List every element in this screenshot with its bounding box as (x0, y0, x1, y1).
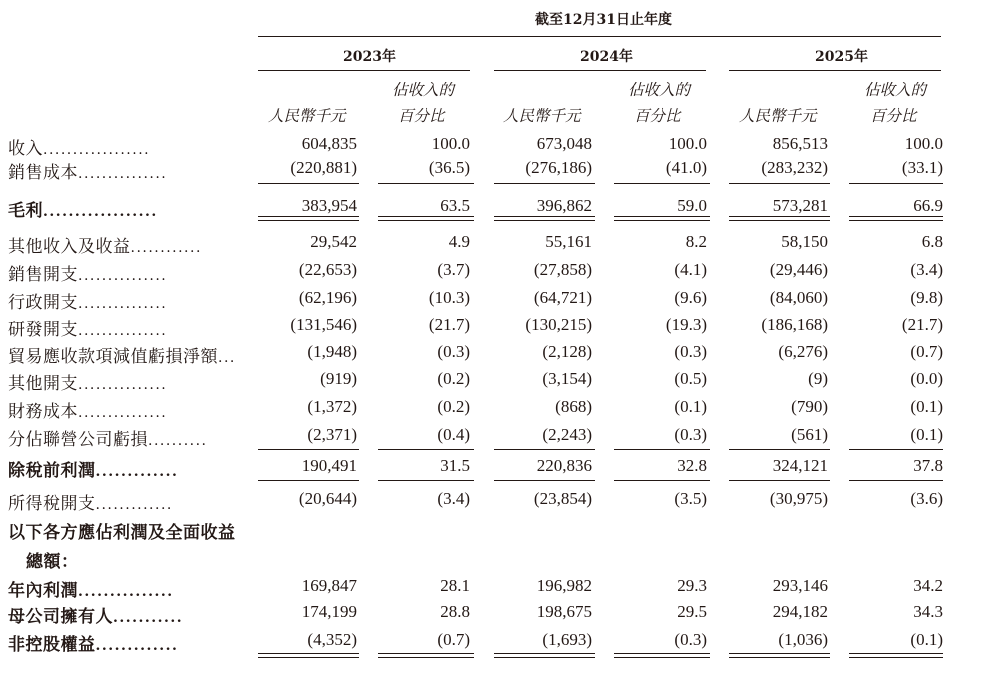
section-heading-line2: 總額： (26, 552, 79, 572)
subtotal-rule (258, 449, 359, 450)
row-label (8, 342, 236, 367)
total-double-rule (258, 653, 359, 658)
subtotal-rule (849, 449, 943, 450)
percent-cell: (3.7) (437, 260, 470, 279)
total-double-rule (729, 653, 830, 658)
year-2025: 2025年 (815, 49, 868, 65)
leader-dots: ............... (78, 584, 174, 600)
percent-cell: (10.3) (428, 288, 470, 307)
subtotal-rule (378, 480, 474, 481)
percent-cell: (36.5) (428, 158, 470, 177)
amount-cell: (1,693) (542, 630, 592, 649)
amount-cell: (2,243) (542, 425, 592, 444)
percent-cell: 28.8 (440, 602, 470, 621)
subtotal-rule (729, 183, 830, 184)
leader-dots: .................. (43, 204, 158, 220)
row-label (8, 260, 167, 285)
row-label (8, 134, 150, 159)
percent-cell: (0.3) (674, 425, 707, 444)
percent-cell: 4.9 (448, 232, 470, 251)
total-double-rule (729, 216, 830, 221)
row-label-text: 母公司擁有人 (8, 607, 113, 627)
subtotal-rule (378, 449, 474, 450)
percent-cell: 34.3 (913, 602, 943, 621)
amount-cell: (3,154) (542, 369, 592, 388)
percent-cell: 66.9 (913, 196, 943, 215)
row-label (8, 288, 167, 313)
subtotal-rule (849, 480, 943, 481)
percent-cell: 100.0 (904, 134, 943, 153)
percent-cell: (21.7) (428, 315, 470, 334)
percent-cell: 37.8 (913, 456, 943, 475)
amount-cell: 856,513 (772, 134, 828, 153)
leader-dots: .......... (148, 433, 208, 449)
subtotal-rule (614, 480, 710, 481)
row-label (8, 425, 208, 450)
amount-cell: (1,372) (307, 397, 357, 416)
percent-cell: (0.2) (437, 397, 470, 416)
row-label-text: 收入 (8, 139, 43, 159)
row-label-text: 銷售開支 (8, 265, 78, 285)
amount-cell: (131,546) (290, 315, 357, 334)
col-pct-2024-l2: 百分比 (634, 107, 681, 125)
percent-cell: 28.1 (440, 576, 470, 595)
total-double-rule (849, 216, 943, 221)
amount-cell: (29,446) (769, 260, 828, 279)
subtotal-rule (849, 183, 943, 184)
percent-cell: 32.8 (677, 456, 707, 475)
amount-cell: (919) (320, 369, 357, 388)
row-label-text: 行政開支 (8, 293, 78, 313)
subtotal-rule (378, 183, 474, 184)
amount-cell: 58,150 (781, 232, 828, 251)
percent-cell: (9.8) (910, 288, 943, 307)
total-double-rule (614, 653, 710, 658)
percent-cell: (0.1) (910, 397, 943, 416)
amount-cell: 196,982 (536, 576, 592, 595)
amount-cell: 174,199 (301, 602, 357, 621)
amount-cell: (130,215) (525, 315, 592, 334)
amount-cell: 198,675 (536, 602, 592, 621)
col-amount-2023: 人民幣千元 (268, 107, 346, 125)
col-amount-2025: 人民幣千元 (739, 107, 817, 125)
percent-cell: (0.1) (910, 425, 943, 444)
percent-cell: (3.5) (674, 489, 707, 508)
percent-cell: (21.7) (901, 315, 943, 334)
leader-dots: ............ (130, 240, 202, 256)
row-label-text: 分佔聯營公司虧損 (8, 430, 148, 450)
percent-cell: 29.5 (677, 602, 707, 621)
percent-cell: (0.3) (437, 342, 470, 361)
leader-dots: ........... (113, 610, 184, 626)
subtotal-rule (494, 183, 595, 184)
leader-dots: ............. (95, 464, 179, 480)
row-label-text: 年內利潤 (8, 581, 78, 601)
subtotal-rule (614, 183, 710, 184)
amount-cell: 396,862 (536, 196, 592, 215)
col-amount-2024: 人民幣千元 (503, 107, 581, 125)
row-label-text: 除稅前利潤 (8, 461, 96, 481)
total-double-rule (378, 216, 474, 221)
percent-cell: (4.1) (674, 260, 707, 279)
percent-cell: (0.4) (437, 425, 470, 444)
total-double-rule (849, 653, 943, 658)
percent-cell: (3.4) (437, 489, 470, 508)
amount-cell: 573,281 (772, 196, 828, 215)
col-pct-2025-l1: 佔收入的 (864, 81, 927, 99)
row-label (8, 456, 178, 481)
row-label (8, 158, 167, 183)
amount-cell: (6,276) (778, 342, 828, 361)
amount-cell: (27,858) (533, 260, 592, 279)
percent-cell: 100.0 (668, 134, 707, 153)
percent-cell: 29.3 (677, 576, 707, 595)
amount-cell: (790) (791, 397, 828, 416)
amount-cell: 383,954 (301, 196, 357, 215)
amount-cell: (22,653) (298, 260, 357, 279)
col-pct-2025-l2: 百分比 (870, 107, 917, 125)
amount-cell: (220,881) (290, 158, 357, 177)
amount-cell: (84,060) (769, 288, 828, 307)
leader-dots: ............... (78, 268, 168, 284)
subtotal-rule (729, 449, 830, 450)
col-pct-2023-l2: 百分比 (398, 107, 445, 125)
amount-cell: (868) (555, 397, 592, 416)
row-label-text: 毛利 (8, 201, 43, 221)
percent-cell: (0.2) (437, 369, 470, 388)
row-label (8, 315, 167, 340)
percent-cell: (0.1) (910, 630, 943, 649)
row-label (8, 369, 167, 394)
amount-cell: 220,836 (536, 456, 592, 475)
row-label-text: 財務成本 (8, 402, 78, 422)
row-label-text: 銷售成本 (8, 163, 78, 183)
percent-cell: (3.4) (910, 260, 943, 279)
percent-cell: 6.8 (921, 232, 943, 251)
amount-cell: (62,196) (298, 288, 357, 307)
amount-cell: 294,182 (772, 602, 828, 621)
percent-cell: 8.2 (685, 232, 707, 251)
percent-cell: 59.0 (677, 196, 707, 215)
leader-dots: ............... (78, 323, 168, 339)
row-label (8, 232, 202, 257)
percent-cell: (0.7) (910, 342, 943, 361)
leader-dots: ............... (78, 166, 168, 182)
subtotal-rule (258, 183, 359, 184)
percent-cell: (0.0) (910, 369, 943, 388)
amount-cell: 673,048 (536, 134, 592, 153)
percent-cell: (41.0) (665, 158, 707, 177)
row-label-text: 研發開支 (8, 320, 78, 340)
amount-cell: (1,036) (778, 630, 828, 649)
percent-cell: (3.6) (910, 489, 943, 508)
percent-cell: (0.5) (674, 369, 707, 388)
subtotal-rule (729, 480, 830, 481)
amount-cell: (2,128) (542, 342, 592, 361)
year-2024: 2024年 (580, 49, 633, 65)
percent-cell: 63.5 (440, 196, 470, 215)
total-double-rule (258, 216, 359, 221)
leader-dots: .................. (43, 142, 151, 158)
year-2023: 2023年 (343, 49, 396, 65)
subtotal-rule (614, 449, 710, 450)
col-pct-2023-l1: 佔收入的 (392, 81, 455, 99)
amount-cell: (30,975) (769, 489, 828, 508)
leader-dots: ............. (95, 497, 173, 513)
section-heading-line1: 以下各方應佔利潤及全面收益 (8, 523, 236, 543)
amount-cell: (186,168) (761, 315, 828, 334)
leader-dots: ... (218, 350, 236, 366)
year-rule-2023 (258, 70, 470, 71)
amount-cell: 55,161 (545, 232, 592, 251)
amount-cell: (283,232) (761, 158, 828, 177)
year-rule-2025 (729, 70, 941, 71)
row-label-text: 貿易應收款項減值虧損淨額 (8, 347, 218, 367)
percent-cell: 100.0 (431, 134, 470, 153)
percent-cell: (0.7) (437, 630, 470, 649)
row-label (8, 397, 167, 422)
subtotal-rule (494, 480, 595, 481)
amount-cell: (64,721) (533, 288, 592, 307)
percent-cell: 34.2 (913, 576, 943, 595)
leader-dots: ............... (78, 296, 168, 312)
percent-cell: (9.6) (674, 288, 707, 307)
amount-cell: 29,542 (310, 232, 357, 251)
leader-dots: ............... (78, 377, 168, 393)
row-label (8, 489, 173, 514)
amount-cell: 293,146 (772, 576, 828, 595)
percent-cell: (0.3) (674, 342, 707, 361)
total-double-rule (494, 216, 595, 221)
period-title: 截至12月31日止年度 (535, 12, 672, 28)
row-label (8, 602, 183, 627)
total-double-rule (494, 653, 595, 658)
percent-cell: (0.3) (674, 630, 707, 649)
row-label-text: 所得稅開支 (8, 494, 96, 514)
subtotal-rule (494, 449, 595, 450)
row-label (8, 196, 158, 221)
amount-cell: (2,371) (307, 425, 357, 444)
leader-dots: ............... (78, 405, 168, 421)
amount-cell: (9) (808, 369, 828, 388)
amount-cell: (1,948) (307, 342, 357, 361)
amount-cell: (4,352) (307, 630, 357, 649)
row-label-text: 其他開支 (8, 374, 78, 394)
percent-cell: (19.3) (665, 315, 707, 334)
amount-cell: (561) (791, 425, 828, 444)
amount-cell: 324,121 (772, 456, 828, 475)
row-label-text: 非控股權益 (8, 635, 96, 655)
row-label (8, 576, 174, 601)
header-rule (258, 36, 941, 37)
amount-cell: 169,847 (301, 576, 357, 595)
amount-cell: (23,854) (533, 489, 592, 508)
percent-cell: (33.1) (901, 158, 943, 177)
total-double-rule (614, 216, 710, 221)
amount-cell: 604,835 (301, 134, 357, 153)
amount-cell: (20,644) (298, 489, 357, 508)
col-pct-2024-l1: 佔收入的 (628, 81, 691, 99)
total-double-rule (378, 653, 474, 658)
row-label (8, 630, 178, 655)
leader-dots: ............. (95, 638, 179, 654)
amount-cell: 190,491 (301, 456, 357, 475)
percent-cell: (0.1) (674, 397, 707, 416)
percent-cell: 31.5 (440, 456, 470, 475)
amount-cell: (276,186) (525, 158, 592, 177)
subtotal-rule (258, 480, 359, 481)
row-label-text: 其他收入及收益 (8, 237, 131, 257)
year-rule-2024 (494, 70, 706, 71)
